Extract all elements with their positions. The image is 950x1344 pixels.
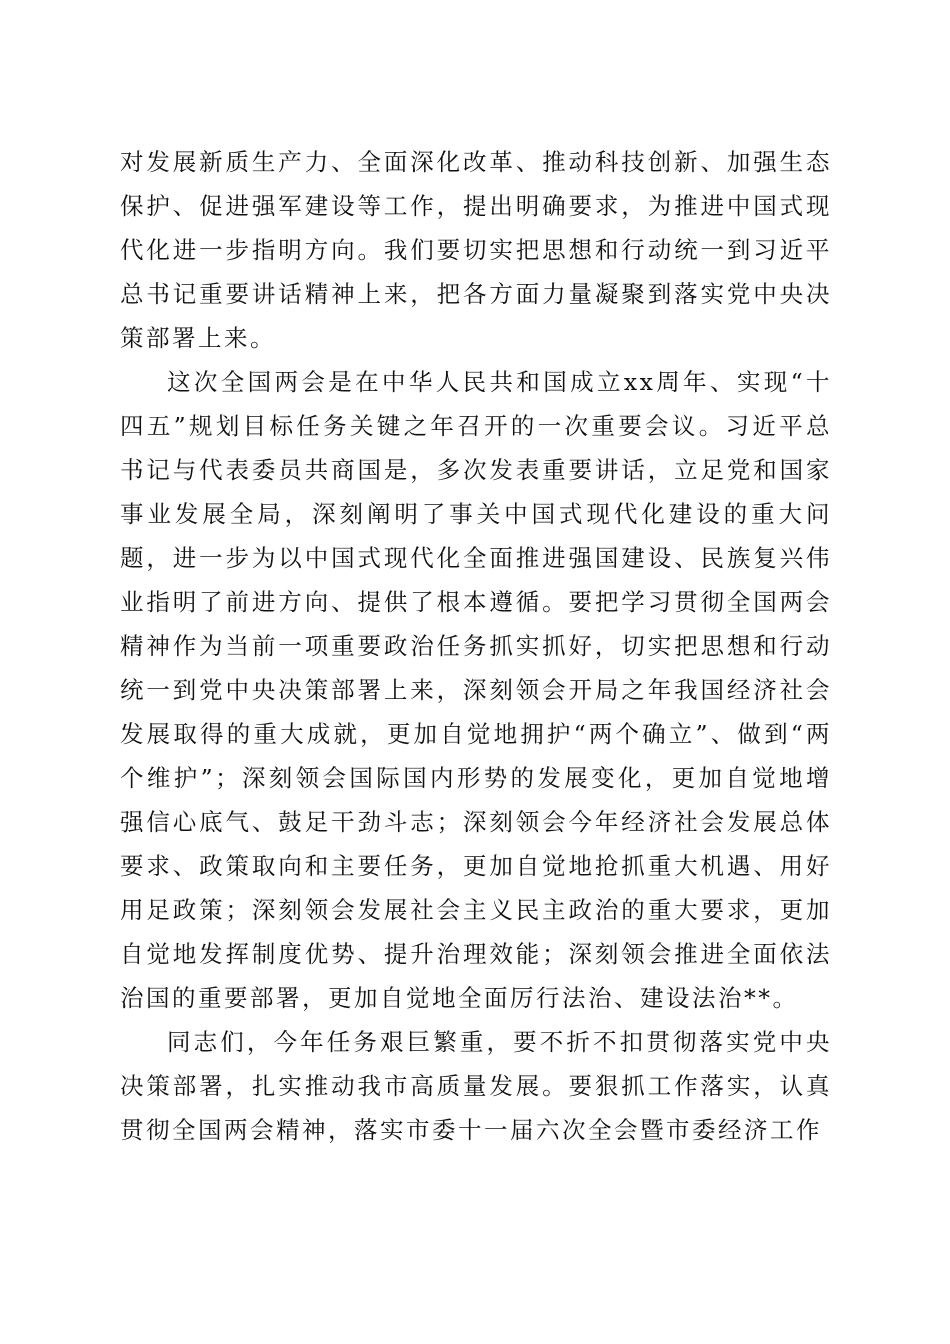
paragraph-two-sessions: 这次全国两会是在中华人民共和国成立xx周年、实现“十四五”规划目标任务关键之年召开的一次重要会议。习近平总书记与代表委员共商国是，多次发表重要讲话，立足党和国家事业发展全局，深刻阐明了事关中国式现代化建设的重大问题，进一步为以中国式现代化全面推进强国建设、民族复兴伟业指明了前进方向、提供了根本遵循。要把学习贯彻全国两会精神作为当前一项重要政治任务抓实抓好，切实把思想和行动统一到党中央决策部署上来，深刻领会开局之年我国经济社会发展取得的重大成就，更加自觉地拥护“两个确立”、做到“两个维护”；深刻领会国际国内形势的发展变化，更加自觉地增强信心底气、鼓足干劲斗志；深刻领会今年经济社会发展总体要求、政策取向和主要任务，更加自觉地抢抓重大机遇、用好用足政策；深刻领会发展社会主义民主政治的重大要求，更加自觉地发挥制度优势、提升治理效能；深刻领会推进全面依法治国的重要部署，更加自觉地全面厉行法治、建设法治**。: [120, 368, 832, 1012]
paragraph-continuation: 对发展新质生产力、全面深化改革、推动科技创新、加强生态保护、促进强军建设等工作，提出明确要求，为推进中国式现代化进一步指明方向。我们要切实把思想和行动统一到习近平总书记重要讲话精神上来，把各方面力量凝聚到落实党中央决策部署上来。: [120, 148, 832, 352]
document-body: [120, 140, 832, 1152]
paragraph-comrades: 同志们，今年任务艰巨繁重，要不折不扣贯彻落实党中央决策部署，扎实推动我市高质量发展。要狠抓工作落实，认真贯彻全国两会精神，落实市委十一届六次全会暨市委经济工作: [120, 1028, 832, 1144]
